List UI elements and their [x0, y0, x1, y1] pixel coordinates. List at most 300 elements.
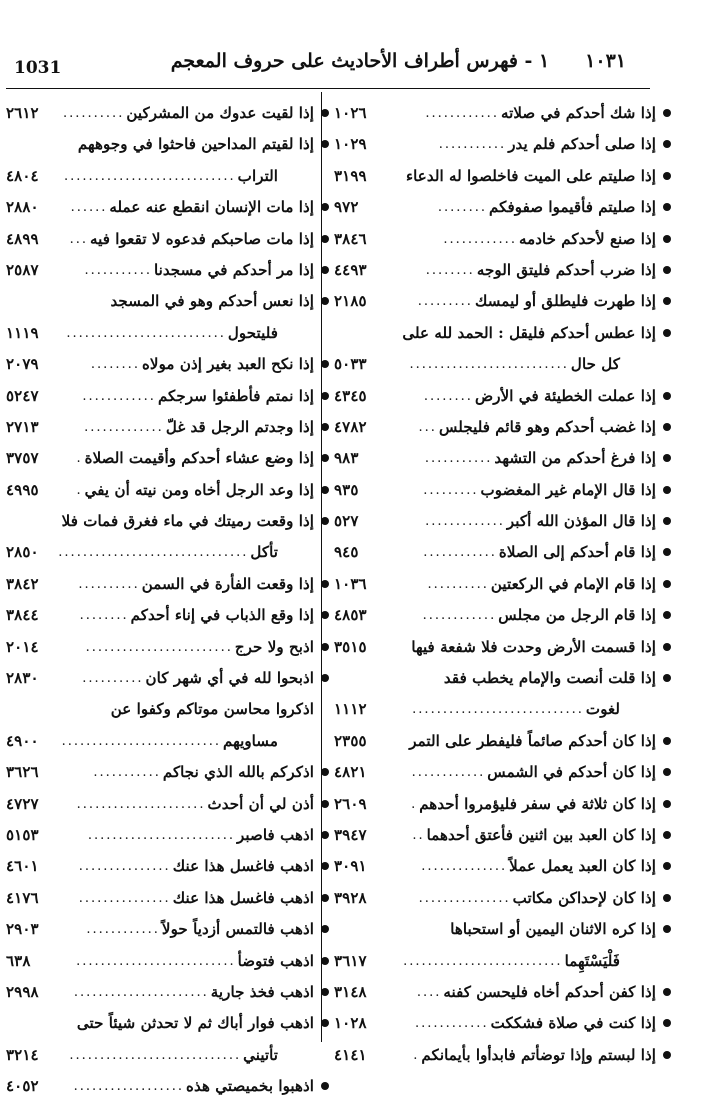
index-entry [6, 569, 314, 600]
bullet-icon [321, 611, 329, 619]
entry-text: إذا قام الرجل من مجلس [498, 606, 656, 625]
index-entry [6, 851, 314, 882]
entry-line-final [6, 632, 314, 663]
entry-text: اذكركم بالله الذي نجاكم [162, 763, 314, 782]
entry-text: إذا عملت الخطيئة في الأرض [474, 386, 656, 405]
entry-text: إذا طهرت فليطلق أو ليمسك [474, 292, 656, 311]
dot-leader: .......... [78, 576, 140, 592]
bullet-icon [663, 988, 671, 996]
entry-line-final [334, 820, 656, 851]
dot-leader: ............................ [63, 168, 236, 184]
index-entry [334, 475, 656, 506]
hadith-number: ٤١٧٦ [6, 888, 39, 907]
hadith-number: ١٠٢٨ [334, 1014, 367, 1033]
index-entry [6, 663, 314, 694]
bullet-icon [321, 517, 329, 525]
index-entry [334, 600, 656, 631]
index-entry [334, 129, 656, 160]
bullet-icon [321, 831, 329, 839]
bullet-icon [321, 988, 329, 996]
dot-leader: ... [418, 419, 437, 435]
entry-line-final [6, 946, 314, 977]
hadith-number: ٢٩٠٣ [6, 920, 39, 939]
index-entry [6, 914, 314, 945]
index-entry [334, 789, 656, 820]
entry-line-final [334, 1008, 656, 1039]
hadith-number: ١٠٢٦ [334, 104, 367, 122]
entry-line-final [6, 255, 314, 286]
index-entry [6, 883, 314, 914]
dot-leader: ........ [90, 357, 140, 373]
entry-text: اذبح ولا حرج [234, 637, 314, 656]
entry-line-final [6, 192, 314, 223]
hadith-number: ٣٩٤٧ [334, 825, 367, 844]
hadith-number: ٤٨٢١ [334, 763, 367, 782]
bullet-icon [321, 486, 329, 494]
entry-line-final [334, 1040, 656, 1071]
index-entry [6, 946, 314, 977]
bullet-icon [663, 768, 671, 776]
bullet-icon [321, 360, 329, 368]
index-entry [6, 381, 314, 412]
index-entry [334, 726, 656, 757]
hadith-number: ٦٣٨ [6, 951, 31, 970]
dot-leader: ............... [418, 890, 511, 906]
entry-text: إذا لقيتم المداحين فاحثوا في وجوههم [77, 135, 314, 154]
index-entry [334, 98, 656, 129]
hadith-number: ٤٨٥٣ [334, 606, 367, 625]
dot-leader: ........... [93, 765, 161, 781]
entry-line-final [334, 757, 656, 788]
dot-leader: ........ [79, 608, 129, 624]
index-entry [6, 600, 314, 631]
dot-leader: .......... [427, 576, 489, 592]
entry-text: اذهب فوار أباك ثم لا تحدثن شيئاً حتى [76, 1014, 314, 1033]
bullet-icon [321, 862, 329, 870]
dot-leader: . [76, 482, 83, 498]
hadith-number: ٤٤٩٣ [334, 260, 367, 279]
dot-leader: ............................... [58, 545, 249, 561]
dot-leader: ............. [84, 419, 164, 435]
index-entry [334, 914, 656, 977]
dot-leader: ............ [425, 106, 499, 121]
dot-leader: ............ [82, 388, 156, 404]
entry-text: اذهب فتوضأ [237, 951, 314, 970]
page-header [0, 0, 708, 90]
hadith-number: ٢٧١٣ [6, 417, 39, 436]
index-entry [334, 537, 656, 568]
bullet-icon [321, 423, 329, 431]
dot-leader: . [411, 796, 418, 812]
entry-line-final [6, 381, 314, 412]
index-entry [334, 569, 656, 600]
entry-text: إذا قسمت الأرض وحدت فلا شفعة فيها [411, 637, 656, 656]
bullet-icon [663, 894, 671, 902]
dot-leader: ........... [424, 451, 493, 467]
page-number-latin: 1031 [14, 58, 62, 78]
bullet-icon [321, 580, 329, 588]
entry-text: اذهب فاغسل هذا عنك [172, 857, 314, 876]
index-entry [334, 506, 656, 537]
dot-leader: ............ [422, 608, 497, 624]
dot-leader: ............... [78, 859, 171, 875]
dot-leader: .......................... [66, 325, 226, 341]
index-entry [6, 757, 314, 788]
dot-leader: ............ [411, 765, 486, 781]
index-entry [334, 318, 656, 381]
index-entry [6, 286, 314, 349]
bullet-icon [663, 517, 671, 525]
bullet-icon [321, 235, 329, 243]
dot-leader: ............. [425, 514, 505, 530]
entry-line [334, 914, 656, 945]
dot-leader: .......................... [61, 733, 222, 749]
index-entry [334, 820, 656, 851]
dot-leader: .......... [63, 106, 125, 121]
bullet-icon [321, 894, 329, 902]
dot-leader: ............ [423, 545, 497, 561]
bullet-icon [663, 297, 671, 305]
bullet-icon [663, 1051, 671, 1059]
entry-line-final [6, 318, 314, 349]
hadith-number: ١٠٣٦ [334, 574, 367, 593]
entry-line-final [6, 914, 314, 945]
dot-leader: .............. [421, 859, 508, 875]
bullet-icon [321, 297, 329, 305]
dot-leader: ........ [437, 200, 487, 216]
hadith-number: ٢٦٠٩ [334, 794, 367, 813]
entry-text: إذا كفن أحدكم أخاه فليحسن كفنه [443, 982, 656, 1001]
hadith-number: ٤٦٠١ [6, 857, 39, 876]
index-entry [334, 632, 656, 663]
index-entry [334, 1008, 656, 1039]
hadith-number: ٤٨٩٩ [6, 229, 39, 248]
index-entry [334, 255, 656, 286]
bullet-icon [663, 423, 671, 431]
bullet-icon [663, 800, 671, 808]
dot-leader: ............................ [412, 702, 584, 718]
entry-line-final [334, 98, 656, 129]
entry-text-continued: تأكل [250, 543, 278, 562]
hadith-number: ٤٧٨٢ [334, 417, 367, 436]
entry-line-final [6, 1040, 314, 1071]
entry-line-final [6, 851, 314, 882]
entry-line-final [334, 443, 656, 474]
bullet-icon [321, 643, 329, 651]
index-entry [6, 694, 314, 757]
index-entry [6, 789, 314, 820]
index-entry [334, 443, 656, 474]
hadith-number: ٣٩٢٨ [334, 888, 367, 907]
hadith-number: ٢٠١٤ [6, 637, 39, 656]
bullet-icon [321, 109, 329, 117]
entry-text: إذا كان أحدكم صائماً فليفطر على التمر [409, 731, 656, 750]
entry-text-continued: لغوت [585, 700, 620, 719]
entry-line-final [334, 726, 656, 757]
entry-text: إذا مر أحدكم في مسجدنا [153, 260, 314, 279]
entry-text-continued: مساويهم [223, 731, 278, 750]
hadith-number: ٤١٤١ [334, 1045, 367, 1064]
bullet-icon [663, 140, 671, 148]
entry-text: اذهب فخذ جارية [210, 982, 314, 1001]
bullet-icon [321, 768, 329, 776]
index-entry [6, 475, 314, 506]
hadith-number: ٥١٥٣ [6, 825, 39, 844]
entry-text-continued: التراب [237, 166, 278, 185]
entry-line-final [6, 475, 314, 506]
entry-line-final [334, 475, 656, 506]
hadith-number: ٥٢٧ [334, 512, 359, 531]
entry-line-final [6, 757, 314, 788]
hadith-number: ٤٩٩٥ [6, 480, 39, 499]
entry-text: إذا وقعت رميتك في ماء فغرق فمات فلا [61, 512, 314, 531]
entry-text: إذا فرغ أحدكم من التشهد [494, 449, 656, 468]
entry-text: إذا عطس أحدكم فليقل : الحمد لله على [402, 323, 656, 342]
entry-text: إذا صليتم على الميت فاخلصوا له الدعاء [406, 166, 656, 185]
entry-line-final [334, 600, 656, 631]
entry-text: إذا وقع الذباب في إناء أحدكم [130, 606, 314, 625]
entry-line-final [6, 977, 314, 1008]
hadith-number: ٤٨٠٤ [6, 166, 39, 185]
entry-line-final [6, 537, 314, 568]
bullet-icon [663, 329, 671, 337]
dot-leader: ........... [84, 262, 152, 278]
hadith-number: ٩٧٢ [334, 198, 359, 217]
entry-line-final [334, 883, 656, 914]
index-entry [334, 381, 656, 412]
entry-text: إذا غضب أحدكم وهو قائم فليجلس [438, 417, 656, 436]
hadith-number: ٣٧٥٧ [6, 449, 39, 468]
index-entry [334, 977, 656, 1008]
entry-text: إذا نمتم فأطفئوا سرجكم [157, 386, 314, 405]
entry-text: إذا كان لإحداكن مكاتب [512, 888, 656, 907]
entry-text: إذا شك أحدكم في صلاته [500, 104, 656, 122]
index-entry [334, 663, 656, 726]
bullet-icon [663, 831, 671, 839]
dot-leader: ......... [417, 294, 473, 310]
hadith-number: ٢٨٣٠ [6, 669, 39, 688]
hadith-number: ٥٠٣٣ [334, 355, 367, 374]
entry-text: اذبحوا لله في أي شهر كان [145, 669, 314, 688]
hadith-number: ٢٦١٢ [6, 104, 39, 122]
hadith-number: ٢٠٧٩ [6, 355, 39, 374]
index-entry [6, 1008, 314, 1071]
entry-line-final [334, 946, 656, 977]
bullet-icon [321, 800, 329, 808]
index-entry [6, 632, 314, 663]
bullet-icon [663, 643, 671, 651]
hadith-number: ١٠٢٩ [334, 135, 367, 154]
bullet-icon [663, 203, 671, 211]
entry-text: إذا وضع عشاء أحدكم وأقيمت الصلاة [84, 449, 314, 468]
entry-line-final [334, 694, 656, 725]
hadith-number: ١١١٩ [6, 323, 39, 342]
index-column-left [6, 98, 314, 1103]
hadith-number: ٢٨٨٠ [6, 198, 39, 217]
dot-leader: .......................... [76, 953, 236, 969]
bullet-icon [321, 266, 329, 274]
page-title: ١ - فهرس أطراف الأحاديث على حروف المعجم [170, 50, 550, 72]
hadith-number: ٢٣٥٥ [334, 731, 367, 750]
hadith-number: ٣١٤٨ [334, 982, 367, 1001]
entry-text: إذا وقعت الفأرة في السمن [141, 574, 314, 593]
dot-leader: ........................ [87, 827, 236, 843]
index-entry [6, 349, 314, 380]
entry-text: إذا قال المؤذن الله أكبر [506, 512, 656, 531]
hadith-number: ٣٦٢٦ [6, 763, 39, 782]
hadith-number: ٢١٨٥ [334, 292, 367, 311]
entry-line-final [334, 789, 656, 820]
entry-text: إذا وعد الرجل أخاه ومن نيته أن يفي [84, 480, 314, 499]
entry-line [334, 663, 656, 694]
entry-text-continued: كل حال [570, 355, 620, 374]
dot-leader: . [413, 1047, 420, 1063]
index-entry [334, 224, 656, 255]
entry-line-final [334, 569, 656, 600]
entry-text: اذكروا محاسن موتاكم وكفوا عن [110, 700, 314, 719]
entry-text: إذا صليتم فأقيموا صفوفكم [488, 198, 656, 217]
hadith-number: ٢٥٨٧ [6, 260, 39, 279]
entry-text: إذا مات الإنسان انقطع عنه عمله [109, 198, 314, 217]
bullet-icon [321, 203, 329, 211]
entry-line-final [6, 443, 314, 474]
entry-text: إذا مات صاحبكم فدعوه لا تقعوا فيه [89, 229, 314, 248]
dot-leader: .......................... [403, 953, 563, 969]
dot-leader: ............... [78, 890, 171, 906]
hadith-number: ٤٣٤٥ [334, 386, 367, 405]
entry-line-final [334, 851, 656, 882]
dot-leader: ........... [438, 137, 507, 153]
dot-leader: .. [412, 827, 425, 843]
entry-line-final [334, 286, 656, 317]
entry-line-final [6, 224, 314, 255]
hadith-number: ٣٨٤٦ [334, 229, 367, 248]
hadith-number: ٩٤٥ [334, 543, 359, 562]
entry-line-final [6, 98, 314, 129]
page-number-arabic: ١٠٣١ [585, 50, 626, 72]
entry-text: إذا صنع لأحدكم خادمه [518, 229, 656, 248]
hadith-number: ٣٨٤٢ [6, 574, 39, 593]
entry-text: إذا كره الاثنان اليمين أو استحباها [450, 920, 656, 939]
entry-line-final [6, 789, 314, 820]
entry-line-final [334, 506, 656, 537]
entry-line-final [334, 381, 656, 412]
hadith-number: ٣٠٩١ [334, 857, 367, 876]
index-entry [334, 1040, 656, 1071]
hadith-number: ٤٧٢٧ [6, 794, 39, 813]
entry-line [6, 694, 314, 725]
bullet-icon [663, 109, 671, 117]
hadith-number: ٣٨٤٤ [6, 606, 39, 625]
entry-line-final [334, 349, 656, 380]
hadith-number: ٩٣٥ [334, 480, 359, 499]
index-entry [334, 757, 656, 788]
entry-text: إذا ضرب أحدكم فليتق الوجه [476, 260, 656, 279]
index-entry [6, 820, 314, 851]
dot-leader: ........................ [85, 639, 233, 655]
bullet-icon [663, 548, 671, 556]
dot-leader: .................. [73, 1079, 185, 1095]
bullet-icon [663, 486, 671, 494]
entry-line-final [6, 663, 314, 694]
entry-text-continued: فليتحول [227, 323, 278, 342]
bullet-icon [321, 957, 329, 965]
entry-text: إذا كنت في صلاة فشككت [490, 1014, 656, 1033]
dot-leader: ..................... [76, 796, 206, 812]
bullet-icon [321, 674, 329, 682]
bullet-icon [663, 862, 671, 870]
entry-line-final [334, 632, 656, 663]
bullet-icon [663, 925, 671, 933]
dot-leader: ............ [86, 922, 160, 938]
entry-line-final [6, 726, 314, 757]
hadith-number: ٤٠٥٢ [6, 1077, 39, 1096]
dot-leader: ........ [423, 388, 473, 404]
bullet-icon [663, 266, 671, 274]
entry-text: إذا نعس أحدكم وهو في المسجد [110, 292, 314, 311]
dot-leader: ...... [70, 200, 108, 216]
entry-line [6, 129, 314, 160]
entry-line [6, 286, 314, 317]
entry-line-final [334, 255, 656, 286]
hadith-number: ٢٩٩٨ [6, 982, 39, 1001]
hadith-number: ٢٨٥٠ [6, 543, 39, 562]
entry-text: إذا لقيت عدوك من المشركين [126, 104, 314, 122]
hadith-number: ٥٢٤٧ [6, 386, 39, 405]
bullet-icon [663, 454, 671, 462]
index-entry [6, 192, 314, 223]
entry-text: اذهب فاصبر [237, 825, 314, 844]
index-entry [334, 851, 656, 882]
index-entry [6, 412, 314, 443]
bullet-icon [663, 580, 671, 588]
bullet-icon [663, 674, 671, 682]
bullet-icon [663, 392, 671, 400]
index-entry [334, 883, 656, 914]
entry-line-final [6, 820, 314, 851]
entry-line-final [334, 192, 656, 223]
dot-leader: ........ [425, 262, 475, 278]
index-entry [6, 506, 314, 569]
dot-leader: .......................... [409, 357, 569, 373]
entry-text: أذن لي أن أحدث [207, 794, 314, 813]
entry-line [6, 1008, 314, 1039]
entry-text: إذا كان العبد بين اثنين فأعتق أحدهما [426, 825, 656, 844]
entry-line-final [6, 883, 314, 914]
index-entry [6, 129, 314, 192]
header-rule [6, 88, 650, 89]
dot-leader: ... [69, 231, 88, 247]
dot-leader: ............ [414, 1016, 489, 1032]
bullet-icon [663, 172, 671, 180]
entry-line-final [6, 349, 314, 380]
index-entry [334, 412, 656, 443]
entry-line-final [6, 161, 314, 192]
bullet-icon [321, 1019, 329, 1027]
hadith-number: ٣٦١٧ [334, 951, 367, 970]
entry-text: إذا قلت أنصت والإمام يخطب فقد [443, 669, 656, 688]
index-entry [334, 192, 656, 223]
entry-line-final [334, 412, 656, 443]
entry-line-final [334, 161, 656, 192]
entry-text-continued: تأتيني [243, 1045, 278, 1064]
entry-text: إذا وجدتم الرجل قد غلّ [165, 417, 314, 436]
entry-text: إذا صلى أحدكم فلم يدر [508, 135, 656, 154]
dot-leader: .......... [82, 671, 144, 687]
entry-line-final [6, 1071, 314, 1102]
bullet-icon [663, 737, 671, 745]
hadith-number: ١١١٢ [334, 700, 367, 719]
